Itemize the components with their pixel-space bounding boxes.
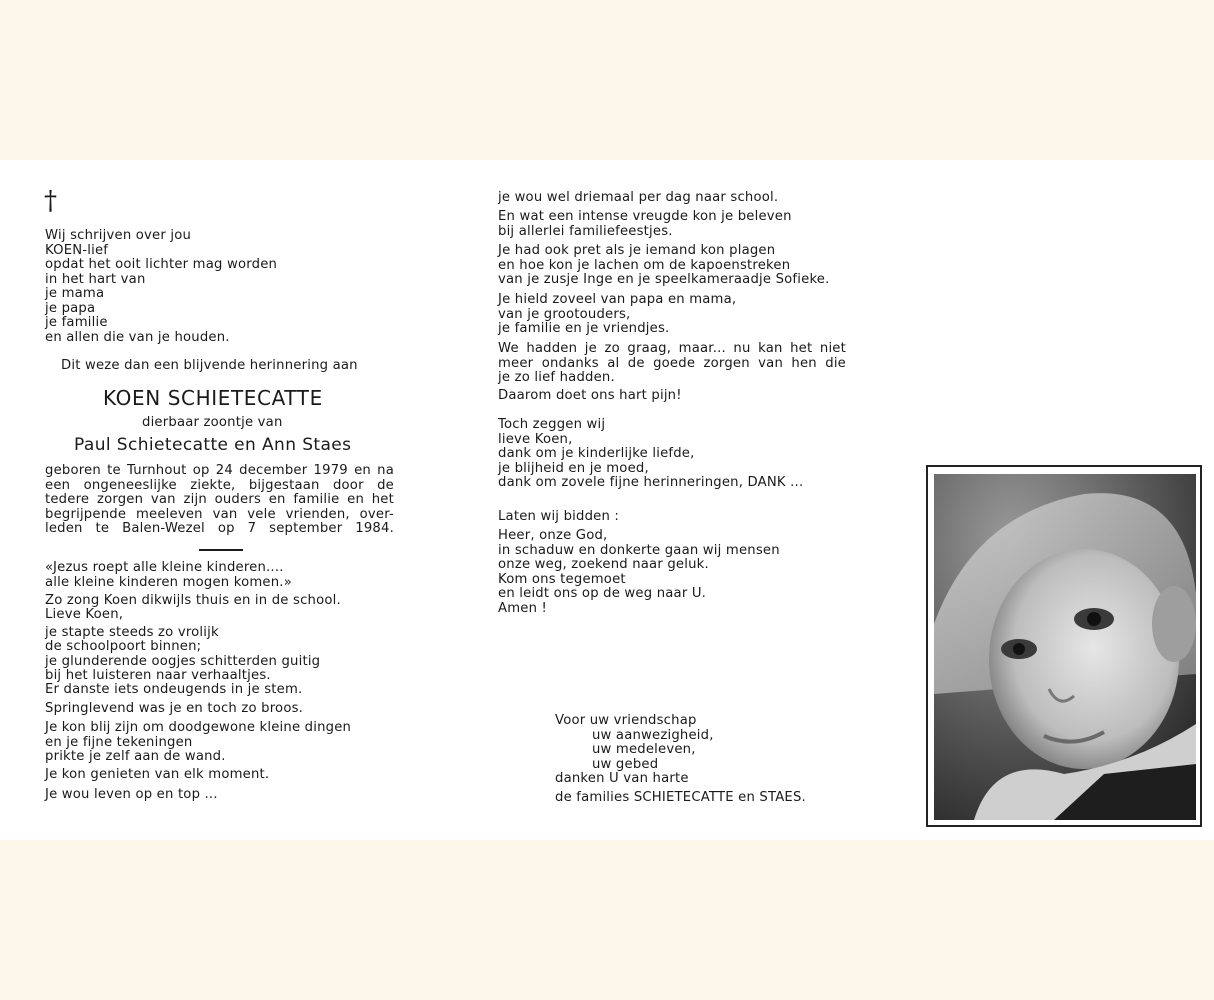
vreugde-text xyxy=(498,210,792,239)
poem-line: je familie xyxy=(45,315,108,330)
families-signature: de families SCHIETECATTE en STAES. xyxy=(555,790,806,805)
text-line: dank om je kinderlijke liefde, xyxy=(498,446,695,461)
prayer-text xyxy=(498,529,780,616)
parents-names: Paul Schietecatte en Ann Staes xyxy=(74,435,352,455)
prayer-line: in schaduw en donkerte gaan wij mensen xyxy=(498,542,780,558)
bidden-title: Laten wij bidden : xyxy=(498,509,620,524)
text-line: van je grootouders, xyxy=(498,306,631,322)
prayer-line: en leidt ons op de weg naar U. xyxy=(498,586,707,601)
memorial-line: Dit weze dan een blijvende herinnering aan xyxy=(61,358,358,373)
prayer-line: Amen ! xyxy=(498,600,548,616)
text-line: prikte je zelf aan de wand. xyxy=(45,749,226,764)
poem-line: en allen die van je houden. xyxy=(45,329,230,345)
text-line: Je kon blij zijn om doodgewone kleine dingen xyxy=(45,720,352,735)
leven-text: Je wou leven op en top ... xyxy=(45,787,218,802)
prayer-line: onze weg, zoekend naar geluk. xyxy=(498,557,709,572)
text-line: en je fijne tekeningen xyxy=(45,734,193,750)
thanks-line: danken U van harte xyxy=(555,771,689,786)
poem-line: opdat het ooit lichter mag worden xyxy=(45,257,278,272)
text-line: je stapte steeds zo vrolijk xyxy=(45,624,219,640)
text-line: van je zusje Inge en je speelkameraadje Sofieke. xyxy=(498,272,830,287)
pijn-text: Daarom doet ons hart pijn! xyxy=(498,388,682,403)
song-line: alle kleine kinderen mogen komen.» xyxy=(45,574,292,590)
text-line: bij het luisteren naar verhaaltjes. xyxy=(45,668,271,683)
text-line: lieve Koen, xyxy=(498,431,573,447)
text-line: en hoe kon je lachen om de kapoenstreken xyxy=(498,257,791,273)
pret-text xyxy=(498,244,830,288)
ondeugend-text: Er danste iets ondeugends in je stem. xyxy=(45,682,303,697)
separator-line xyxy=(199,549,243,551)
prayer-line: Kom ons tegemoet xyxy=(498,571,626,587)
school-text: je wou wel driemaal per dag naar school. xyxy=(498,190,779,205)
child-portrait-photo xyxy=(934,474,1196,820)
text-line: de schoolpoort binnen; xyxy=(45,639,202,654)
text-line: Je hield zoveel van papa en mama, xyxy=(498,292,737,307)
text-line: dank om zovele fijne herinneringen, DANK ... xyxy=(498,475,804,490)
text-line: je blijheid en je moed, xyxy=(498,460,649,476)
song-line: «Jezus roept alle kleine kinderen.... xyxy=(45,560,284,575)
dank-text xyxy=(498,418,803,491)
relation-text: dierbaar zoontje van xyxy=(142,415,283,430)
text-line: En wat een intense vreugde kon je beleven xyxy=(498,209,792,224)
song-text xyxy=(45,561,341,609)
text-line: je zo lief hadden. xyxy=(498,370,615,385)
thanks-line: uw medeleven, xyxy=(592,742,696,757)
doodgewone-text xyxy=(45,721,351,765)
thanks-line: uw aanwezigheid, xyxy=(592,728,714,743)
bio-line: tedere zorgen van zijn ouders en familie en het xyxy=(45,492,394,507)
text-line: Toch zeggen wij xyxy=(498,417,606,432)
poem-line: Wij schrijven over jou xyxy=(45,228,192,243)
poem-line: je mama xyxy=(45,286,105,301)
graag-text xyxy=(498,342,846,386)
poem-line: je papa xyxy=(45,300,96,316)
genieten-text: Je kon genieten van elk moment. xyxy=(45,767,270,782)
text-line: je glunderende oogjes schitterden guitig xyxy=(45,653,321,669)
text-line: We hadden je zo graag, maar... nu kan het niet xyxy=(498,341,846,356)
cross-icon: † xyxy=(44,186,57,216)
text-line: je familie en je vriendjes. xyxy=(498,321,670,336)
bio-line: begrijpende meeleven van vele vrienden, over- xyxy=(45,506,394,522)
text-line: bij allerlei familiefeestjes. xyxy=(498,223,673,239)
prayer-line: Heer, onze God, xyxy=(498,528,608,543)
zoveel-text xyxy=(498,293,736,337)
poem-line: KOEN-lief xyxy=(45,242,109,258)
springlevend-text: Springlevend was je en toch zo broos. xyxy=(45,701,304,716)
text-line: Lieve Koen, xyxy=(45,607,124,622)
bio-line: een ongeneeslijke ziekte, bijgestaan door de xyxy=(45,477,394,493)
thanks-line: Voor uw vriendschap xyxy=(555,713,697,728)
bio-paragraph xyxy=(45,464,394,537)
bio-line: geboren te Turnhout op 24 december 1979 en na xyxy=(45,463,394,478)
thanks-line: uw gebed xyxy=(592,757,659,772)
text-line: meer ondanks al de goede zorgen van hen die xyxy=(498,355,846,371)
bio-line: leden te Balen-Wezel op 7 september 1984. xyxy=(45,521,394,536)
song-line: Zo zong Koen dikwijls thuis en in de school. xyxy=(45,593,341,608)
text-line: Je had ook pret als je iemand kon plagen xyxy=(498,243,776,258)
lieve-koen-text xyxy=(45,608,320,684)
intro-poem xyxy=(45,229,277,345)
deceased-name: KOEN SCHIETECATTE xyxy=(103,386,323,410)
poem-line: in het hart van xyxy=(45,271,146,287)
